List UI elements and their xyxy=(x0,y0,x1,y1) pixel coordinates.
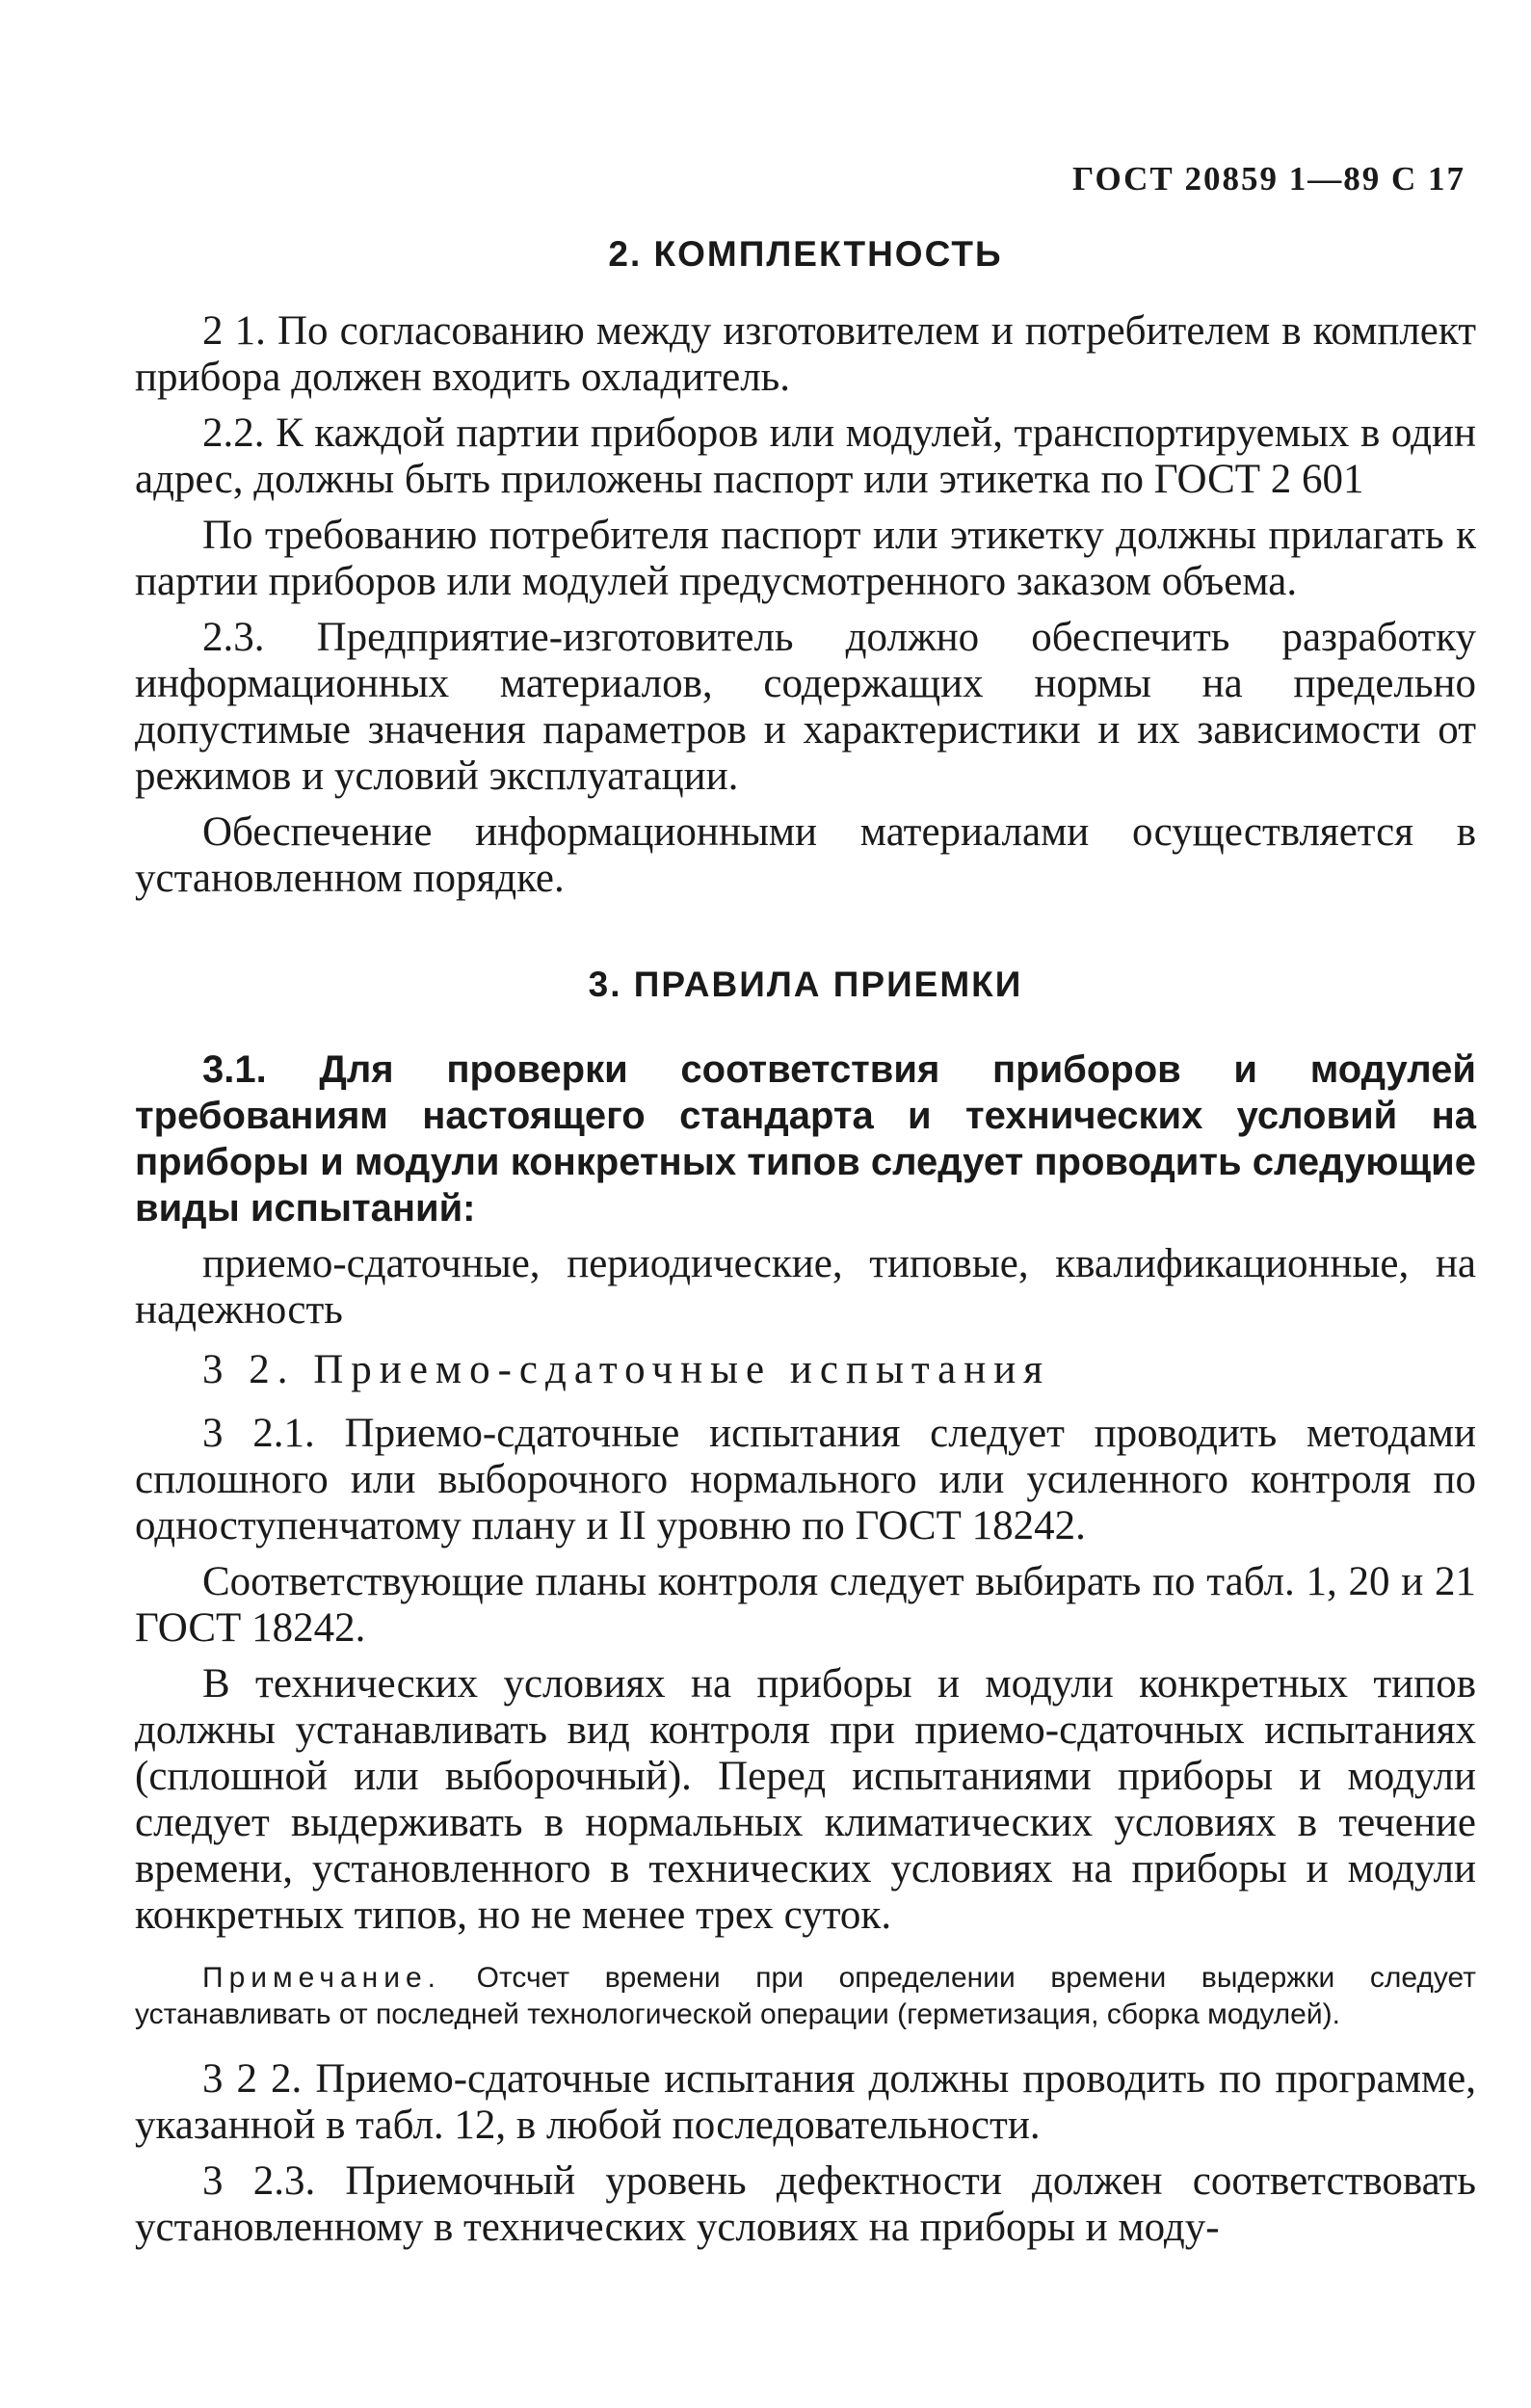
paragraph-2-2: 2.2. К каждой партии приборов или модулей, транспортируемых в один адрес, должны быть приложены паспорт или этикетка по ГОСТ 2 601 xyxy=(135,410,1476,502)
paragraph-3-1b: приемо-сдаточные, периодические, типовые, квалификационные, на надежность xyxy=(135,1241,1476,1333)
paragraph-2-1: 2 1. По согласованию между изготовителем и потребителем в комплект прибора должен входить охладитель. xyxy=(135,308,1476,400)
paragraph-3-2-1b: Соответствующие планы контроля следует выбирать по табл. 1, 20 и 21 ГОСТ 18242. xyxy=(135,1559,1476,1651)
paragraph-2-3b: Обеспечение информационными материалами осуществляется в установленном порядке. xyxy=(135,809,1476,901)
paragraph-3-2-2: 3 2 2. Приемо-сдаточные испытания должны проводить по программе, указанной в табл. 12, в любой последовательности. xyxy=(135,2056,1476,2148)
paragraph-3-1: 3.1. Для проверки соответствия приборов и модулей требованиям настоящего стандарта и технических условий на приборы и модули конкретных типов следует проводить следующие виды испытаний: xyxy=(135,1048,1476,1230)
paragraph-3-2-3: 3 2.3. Приемочный уровень дефектности должен соответствовать установленному в технических условиях на приборы и моду- xyxy=(135,2158,1476,2250)
document-body xyxy=(135,231,1476,2261)
note xyxy=(135,1960,1476,2033)
subsection-title-3-2: 3 2. Приемо-сдаточные испытания xyxy=(202,1347,1051,1392)
note-label: Примечание. xyxy=(202,1962,441,1994)
paragraph-2-3: 2.3. Предприятие-изготовитель должно обеспечить разработку информационных материалов, содержащих нормы на предельно допустимые значения параметров и характеристики и их зависимости от режимов и условий эксплуатации. xyxy=(135,615,1476,799)
paragraph-2-2b: По требованию потребителя паспорт или этикетку должны прилагать к партии приборов или модулей предусмотренного заказом объема. xyxy=(135,513,1476,604)
note-text: Отсчет времени при определении времени выдержки следует устанавливать от последней технологической операции (герметизация, сборка модулей). xyxy=(135,1962,1476,2030)
paragraph-3-2-1c: В технических условиях на приборы и модули конкретных типов должны устанавливать вид контроля при приемо-сдаточных испытаниях (сплошной или выборочный). Перед испытаниями приборы и модули следует выдерживать в нормальных климатических условиях в течение времени, установленного в технических условиях на приборы и модули конкретных типов, но не менее трех суток. xyxy=(135,1661,1476,1938)
page-header: ГОСТ 20859 1—89 С 17 xyxy=(1072,160,1465,198)
section-title-2: 2. КОМПЛЕКТНОСТЬ xyxy=(608,234,1003,274)
section-title-3: 3. ПРАВИЛА ПРИЕМКИ xyxy=(588,965,1023,1004)
paragraph-3-2-1: 3 2.1. Приемо-сдаточные испытания следует проводить методами сплошного или выборочного нормального или усиленного контроля по одноступенчатому плану и II уровню по ГОСТ 18242. xyxy=(135,1411,1476,1548)
